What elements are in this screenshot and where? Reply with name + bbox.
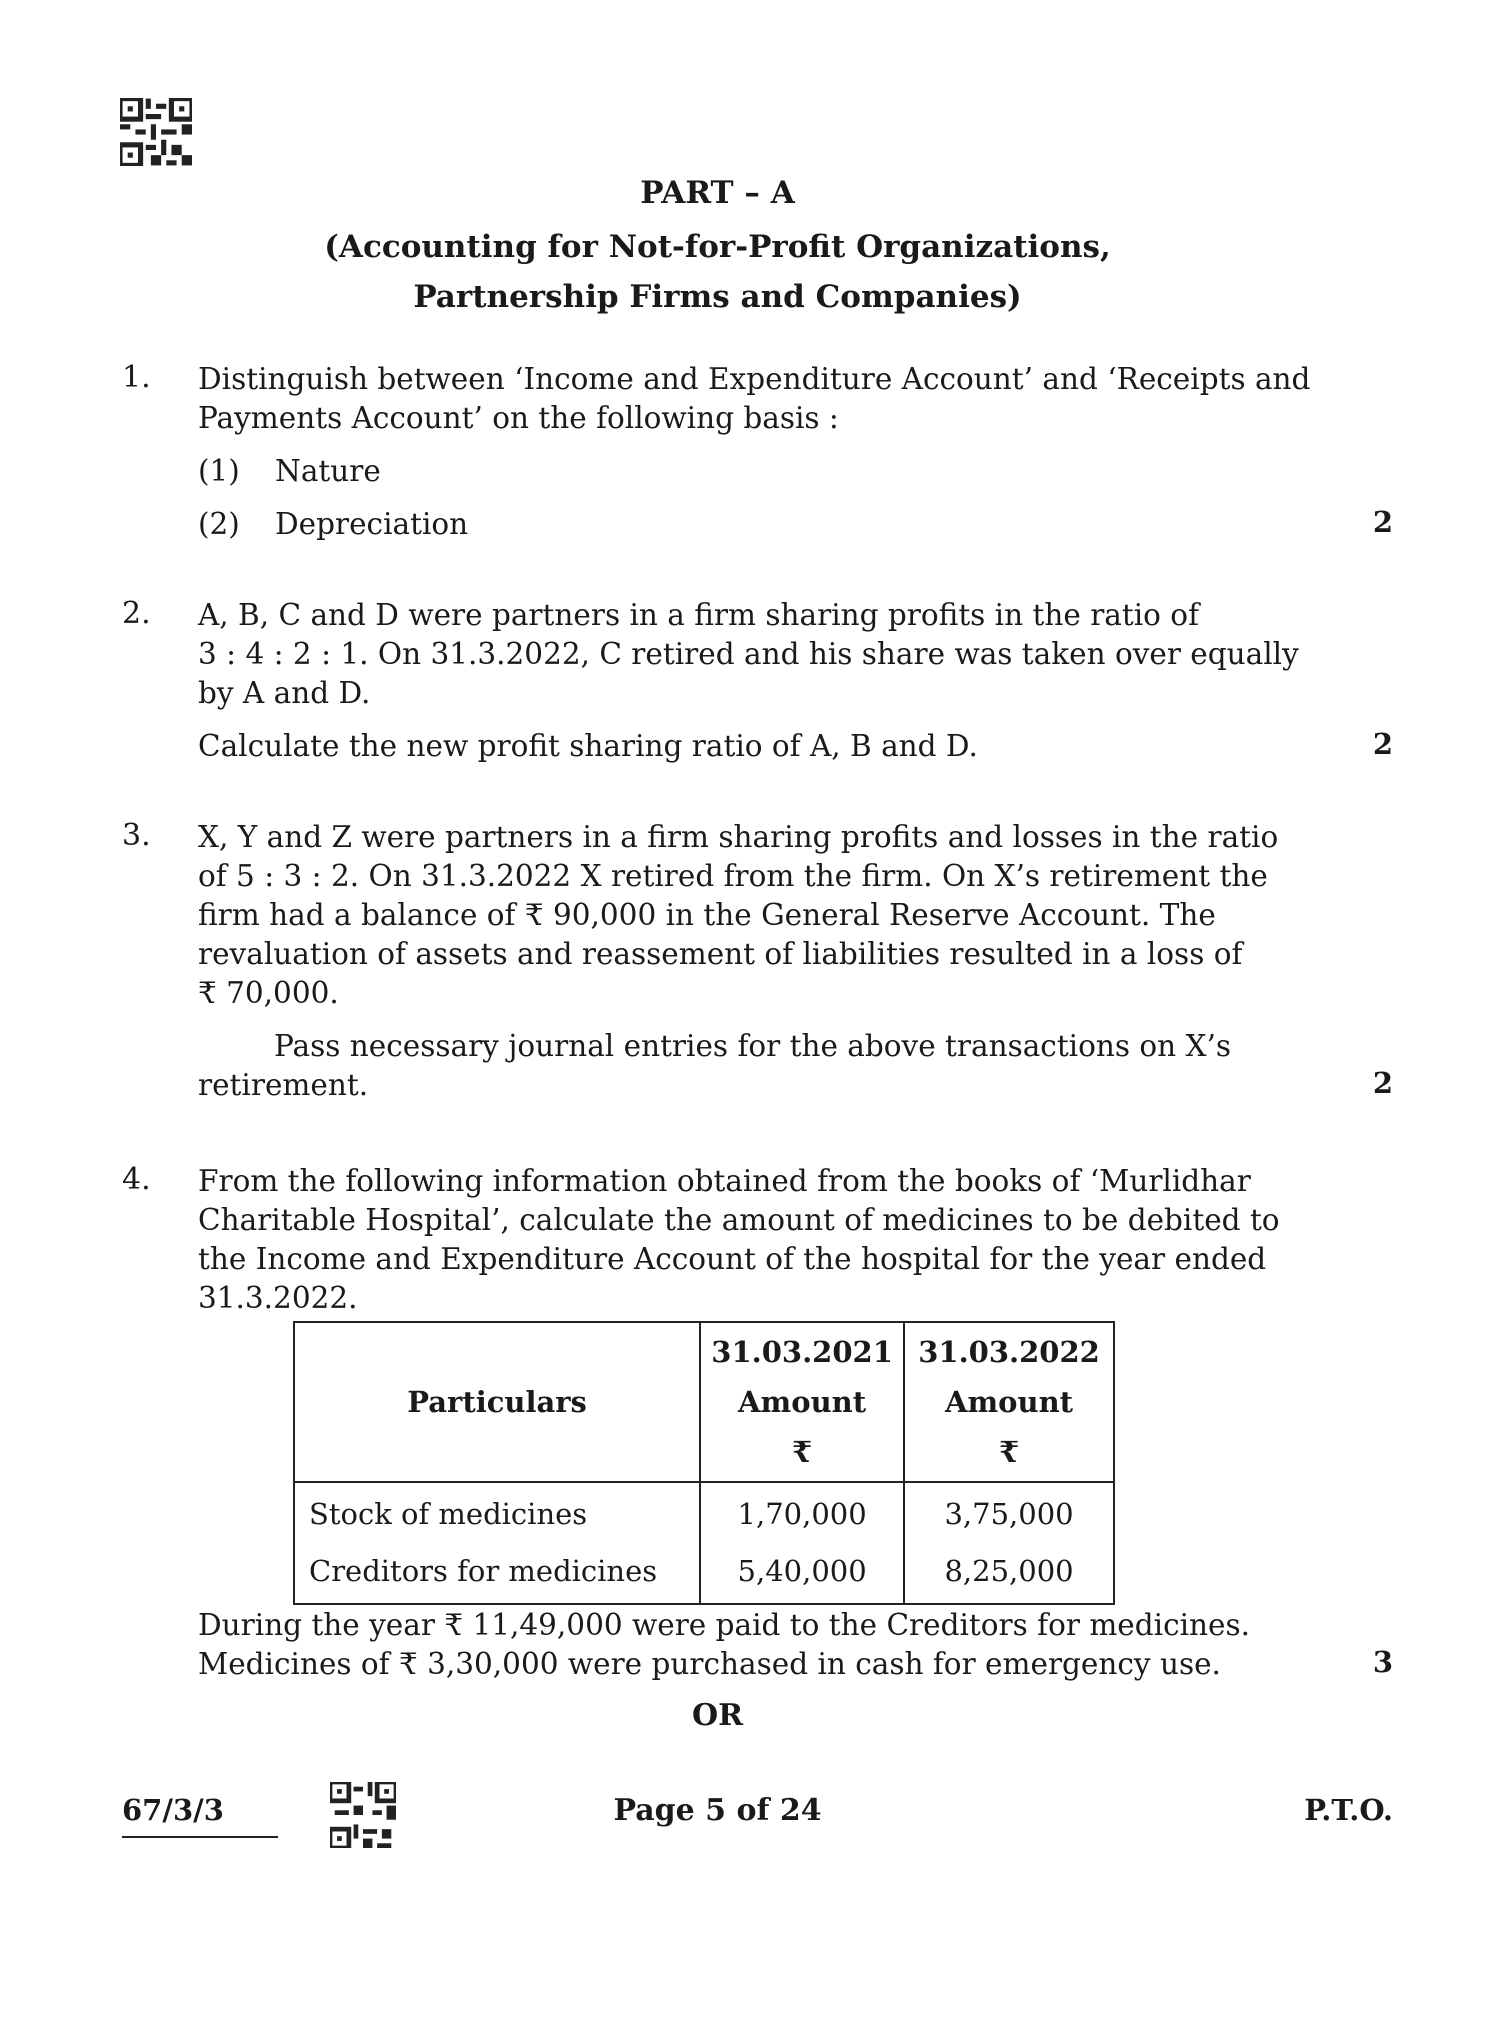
question-line: 3 : 4 : 2 : 1. On 31.3.2022, C retired and his share was taken over equally: [198, 637, 1299, 671]
question-line: revaluation of assets and reassement of liabilities resulted in a loss of: [198, 937, 1243, 971]
question-3-instruction: [198, 1027, 1316, 1105]
header-2022-amount: Amount: [944, 1385, 1074, 1419]
header-2021-currency: ₹: [792, 1435, 813, 1469]
subitem-text: Nature: [275, 454, 381, 488]
part-heading: PART – A: [640, 175, 795, 211]
question-line: During the year ₹ 11,49,000 were paid to the Creditors for medicines.: [198, 1608, 1251, 1642]
row-value-2021: 1,70,000: [700, 1482, 904, 1543]
row-particular: Creditors for medicines: [294, 1543, 700, 1604]
question-1-text: [198, 360, 1316, 438]
subitem-label: (1): [198, 454, 240, 488]
table-row: [294, 1482, 1114, 1543]
question-line: by A and D.: [198, 676, 371, 710]
question-2-instruction: Calculate the new profit sharing ratio of A, B and D.: [198, 729, 978, 763]
question-line: the Income and Expenditure Account of the hospital for the year ended: [198, 1242, 1267, 1276]
question-line: Charitable Hospital’, calculate the amount of medicines to be debited to: [198, 1203, 1280, 1237]
question-line: A, B, C and D were partners in a firm sharing profits in the ratio of: [198, 598, 1199, 632]
row-value-2022: 3,75,000: [904, 1482, 1114, 1543]
question-4-number: 4.: [122, 1162, 151, 1197]
header-2021: [700, 1322, 904, 1482]
question-line: ₹ 70,000.: [198, 976, 339, 1010]
footer-code: 67/3/3: [122, 1793, 224, 1827]
instruction-line: retirement.: [198, 1068, 369, 1102]
header-2021-date: 31.03.2021: [711, 1335, 893, 1369]
page-number: Page 5 of 24: [613, 1793, 822, 1828]
footer-code-underline: [122, 1836, 278, 1838]
question-line: 31.3.2022.: [198, 1281, 358, 1315]
header-2022: [904, 1322, 1114, 1482]
question-3-marks: 2: [1372, 1066, 1393, 1100]
question-4-marks: 3: [1372, 1645, 1393, 1679]
question-line: firm had a balance of ₹ 90,000 in the General Reserve Account. The: [198, 898, 1216, 932]
question-4-after-text: [198, 1606, 1316, 1684]
question-line: of 5 : 3 : 2. On 31.3.2022 X retired from the firm. On X’s retirement the: [198, 859, 1268, 893]
question-1-marks: 2: [1372, 505, 1393, 539]
instruction-line: Pass necessary journal entries for the above transactions on X’s: [274, 1029, 1232, 1063]
question-line: Distinguish between ‘Income and Expenditure Account’ and ‘Receipts and: [198, 362, 1311, 396]
table-row: [294, 1543, 1114, 1604]
part-subtitle-line1: (Accounting for Not-for-Profit Organizations,: [324, 229, 1111, 265]
pto-label: P.T.O.: [1304, 1793, 1393, 1827]
qr-code-icon: [120, 98, 192, 166]
question-4-text: [198, 1162, 1316, 1318]
header-particulars: Particulars: [294, 1322, 700, 1482]
subitem-text: Depreciation: [275, 507, 469, 541]
question-1-number: 1.: [122, 360, 151, 395]
medicines-table: [293, 1321, 1115, 1605]
question-3-number: 3.: [122, 818, 151, 853]
question-line: Medicines of ₹ 3,30,000 were purchased in cash for emergency use.: [198, 1647, 1221, 1681]
header-2021-amount: Amount: [738, 1385, 867, 1419]
row-value-2022: 8,25,000: [904, 1543, 1114, 1604]
question-line: From the following information obtained from the books of ‘Murlidhar: [198, 1164, 1251, 1198]
header-2022-date: 31.03.2022: [918, 1335, 1100, 1369]
question-2-number: 2.: [122, 596, 151, 631]
question-2-marks: 2: [1372, 727, 1393, 761]
header-2022-currency: ₹: [998, 1435, 1020, 1469]
question-line: X, Y and Z were partners in a firm sharing profits and losses in the ratio: [198, 820, 1279, 854]
row-value-2021: 5,40,000: [700, 1543, 904, 1604]
question-3-text: [198, 818, 1316, 1013]
question-line: Payments Account’ on the following basis :: [198, 401, 839, 435]
or-label: OR: [691, 1698, 744, 1733]
subitem-label: (2): [198, 507, 240, 541]
question-2-text: [198, 596, 1316, 713]
part-subtitle-line2: Partnership Firms and Companies): [413, 279, 1022, 315]
row-particular: Stock of medicines: [294, 1482, 700, 1543]
